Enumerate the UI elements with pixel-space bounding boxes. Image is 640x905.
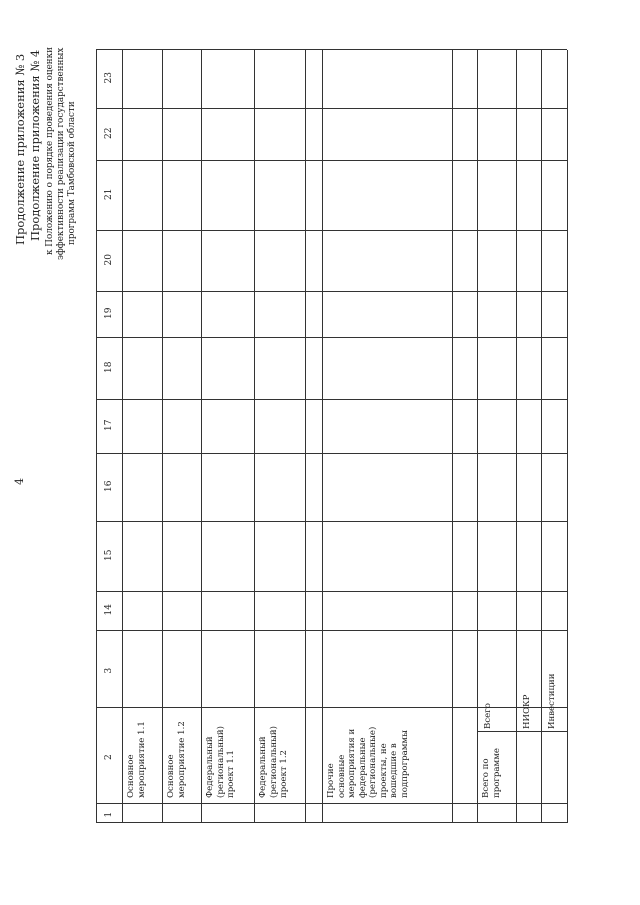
column-number: 19 <box>104 307 114 319</box>
table-col-line <box>96 291 567 292</box>
page-number: 4 <box>13 478 26 485</box>
row-label: проект 1.2 <box>279 749 289 798</box>
row-label: проекты, не <box>378 743 389 798</box>
column-number: 1 <box>104 811 114 818</box>
row-label: Основное <box>126 754 136 798</box>
row-label: федеральные <box>357 737 368 798</box>
header-regulation-line: к Положению о порядке проведения оценки <box>45 46 55 255</box>
row-label: Основное <box>166 754 176 798</box>
column-number: 21 <box>104 188 114 200</box>
column-number: 18 <box>104 361 114 373</box>
column-number: 14 <box>104 604 114 616</box>
table-col-line <box>96 591 567 592</box>
table-col-line <box>96 521 567 522</box>
column-number: 20 <box>104 254 114 266</box>
row-label: (региональные) <box>368 726 378 798</box>
table-col-line <box>96 108 567 109</box>
table-col-line <box>96 160 567 161</box>
row-label: Федеральный <box>205 736 215 798</box>
row-label: мероприятия и <box>347 728 357 798</box>
column-number: 15 <box>104 549 114 561</box>
table-col-line <box>96 49 567 50</box>
row-label: программе <box>491 748 502 798</box>
table-col-line <box>96 822 567 823</box>
row-label: (региональный) <box>268 726 279 798</box>
row-sub-label: Инвестиции <box>547 673 557 729</box>
table-col-line <box>96 707 567 708</box>
row-label: Всего по <box>481 758 491 798</box>
table-col-line <box>96 453 567 454</box>
column-number: 17 <box>104 419 114 431</box>
column-number: 22 <box>104 127 114 139</box>
row-label: Прочие <box>326 763 336 798</box>
column-number: 23 <box>104 72 114 84</box>
header-continuation-4: Продолжение приложения № 4 <box>28 49 42 241</box>
table-col-line <box>96 337 567 338</box>
table-row-line <box>567 50 568 823</box>
column-number: 2 <box>104 754 114 760</box>
row-label: мероприятие 1.2 <box>176 721 187 798</box>
row-label: подпрограммы <box>399 730 410 798</box>
header-efficiency-line: эффективности реализации государственных <box>56 47 66 260</box>
row-label: вошедшие в <box>389 743 399 798</box>
row-label: основные <box>336 754 347 798</box>
row-sub-label: Всего <box>483 703 493 729</box>
row-label: Федеральный <box>258 736 268 798</box>
table-col-line <box>96 230 567 231</box>
table-col-line <box>96 803 567 804</box>
row-label: мероприятие 1.1 <box>136 721 147 798</box>
table-col-line <box>96 399 567 400</box>
table-col-line <box>96 630 567 631</box>
header-programs-line: программ Тамбовской области <box>67 101 77 245</box>
row-label: (региональный) <box>215 726 226 798</box>
column-number: 3 <box>104 667 114 674</box>
column-number: 16 <box>104 480 114 492</box>
row-label: проект 1.1 <box>226 749 236 798</box>
row-sub-label: НИОКР <box>522 694 532 729</box>
table-subcol-line <box>477 731 567 732</box>
header-continuation-3: Продолжение приложения № 3 <box>13 53 27 245</box>
